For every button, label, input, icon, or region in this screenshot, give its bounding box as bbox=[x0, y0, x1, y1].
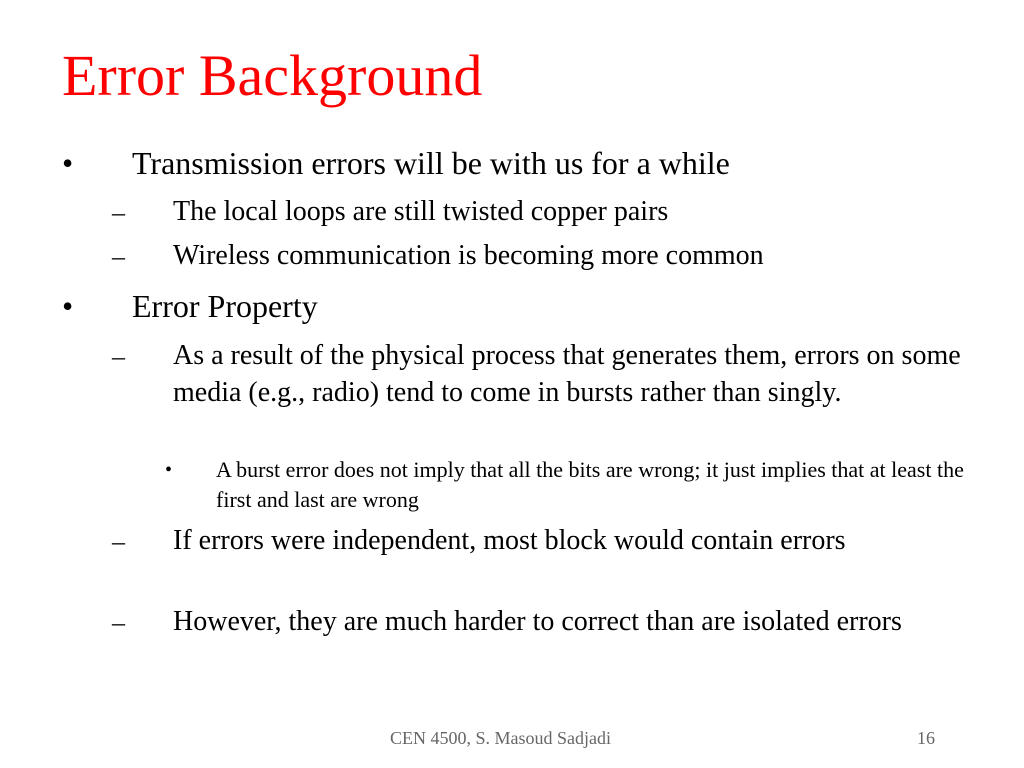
slide-title: Error Background bbox=[62, 43, 483, 108]
sub-item-text: The local loops are still twisted copper pairs bbox=[173, 196, 669, 227]
sub-item-text: As a result of the physical process that generates them, errors on some media (e.g., radio) tend to come in bursts rather than singly. bbox=[173, 340, 961, 408]
sub-item-text: However, they are much harder to correct than are isolated errors bbox=[173, 606, 902, 637]
sub-sub-item-text: A burst error does not imply that all the bits are wrong; it just implies that at least the first and last are wrong bbox=[216, 457, 964, 512]
dash-marker: – bbox=[112, 242, 125, 271]
dash-marker: – bbox=[112, 342, 125, 371]
small-bullet-marker: • bbox=[165, 459, 173, 481]
bullet-marker: • bbox=[62, 145, 74, 181]
sub-item-text: Wireless communication is becoming more common bbox=[173, 240, 764, 271]
dash-marker: – bbox=[112, 198, 125, 227]
bullet-text: Error Property bbox=[132, 288, 318, 324]
dash-marker: – bbox=[112, 608, 125, 637]
bullet-text: Transmission errors will be with us for a while bbox=[132, 145, 730, 181]
footer-text: CEN 4500, S. Masoud Sadjadi bbox=[390, 728, 612, 748]
bullet-marker: • bbox=[62, 288, 74, 324]
dash-marker: – bbox=[112, 527, 125, 556]
page-number: 16 bbox=[917, 728, 935, 748]
sub-item-text: If errors were independent, most block would contain errors bbox=[173, 525, 846, 556]
